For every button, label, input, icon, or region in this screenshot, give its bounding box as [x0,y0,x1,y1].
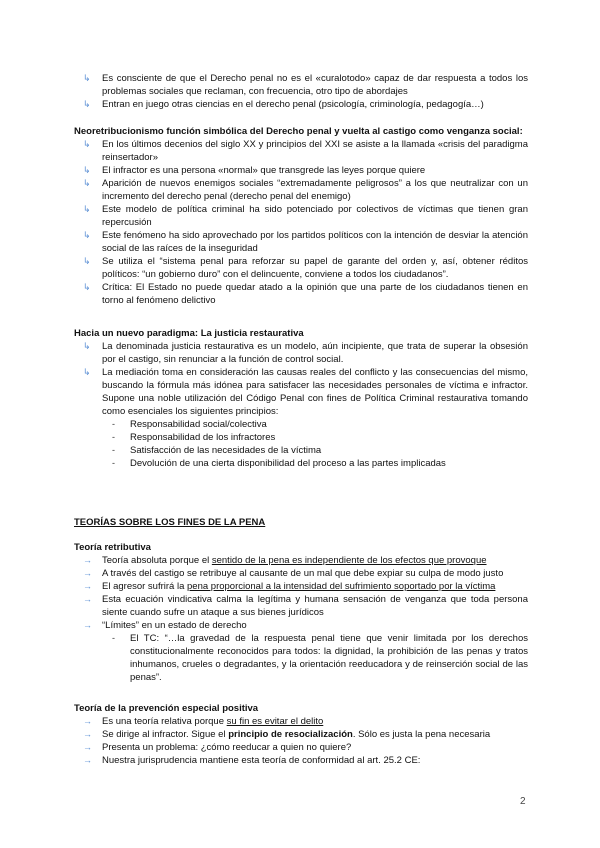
principle-item: - Satisfacción de las necesidades de la víctima [112,445,322,456]
list-item: ↳ Es consciente de que el Derecho penal no es el «curalotodo» capaz de dar respuesta a todos los problemas sociales que reclaman, con frecuencia, otro tipo de abordajes [83,73,528,97]
sub-arrow-icon: ↳ [83,165,91,175]
retributive-section [74,541,528,684]
sub-arrow-icon: ↳ [83,367,91,377]
section-heading: Hacia un nuevo paradigma: La justicia restaurativa [74,328,304,339]
sub-arrow-icon: ↳ [83,73,91,83]
list-item: → Se dirige al infractor. Sigue el principio de resocialización. Sólo es justa la pena necesaria [83,729,491,740]
list-item: → Es una teoría relativa porque su fin es evitar el delito [83,716,324,727]
list-item: → Presenta un problema: ¿cómo reeducar a quien no quiere? [83,742,352,753]
arrow-icon: → [83,581,92,591]
restorative-section [74,327,528,470]
dash-icon: - [112,445,115,455]
arrow-icon: → [83,620,92,630]
quote-item: - El TC: “…la gravedad de la respuesta penal tiene que venir limitada por los derechos constitucionalmente reconocidos para todos: la dignidad, la prohibición de las penas y tratos inhumanos, crueles o degradantes, y la orientación reeducadora y de reinserción social de las penas”. [112,633,528,683]
arrow-icon: → [83,716,92,726]
arrow-icon: → [83,755,92,765]
arrow-icon: → [83,594,92,604]
list-item: ↳ Se utiliza el “sistema penal para reforzar su papel de garante del orden y, así, obtener réditos políticos: “un gobierno duro” con el delincuente, conviene a todos los ciudadanos”. [83,256,528,280]
sub-arrow-icon: ↳ [83,139,91,149]
list-item: ↳ La mediación toma en consideración las causas reales del conflicto y las consecuencias del mismo, buscando la fórmula más idónea para satisfacer las necesidades personales de víctima e infractor. Supone una noble utilización del Código Penal con fines de Política Criminal restaurativa tomando como esenciales los siguientes principios: [83,367,528,417]
list-item: ↳ Este modelo de política criminal ha sido potenciado por colectivos de víctimas que tienen gran repercusión [83,204,528,228]
list-item: ↳ En los últimos decenios del siglo XX y principios del XXI se asiste a la llamada «crisis del paradigma reinsertador» [83,139,528,163]
page-number: 2 [520,796,526,807]
principle-item: - Devolución de una cierta disponibilidad del proceso a las partes implicadas [112,458,446,469]
sub-arrow-icon: ↳ [83,99,91,109]
section-heading: Neoretribucionismo función simbólica del Derecho penal y vuelta al castigo como venganza social: [74,126,523,137]
sub-arrow-icon: ↳ [83,230,91,240]
list-item: → “Límites” en un estado de derecho [83,620,247,631]
intro-list [74,72,528,111]
list-item: → A través del castigo se retribuye al causante de un mal que debe expiar su culpa de modo justo [83,568,504,579]
principle-item: - Responsabilidad social/colectiva [112,419,267,430]
dash-icon: - [112,458,115,468]
list-item: ↳ Este fenómeno ha sido aprovechado por los partidos políticos con la intención de desviar la atención social de las raíces de la inseguridad [83,230,528,254]
special-prevention-section [74,702,528,767]
arrow-icon: → [83,729,92,739]
arrow-icon: → [83,555,92,565]
list-item: → Teoría absoluta porque el sentido de la pena es independiente de los efectos que provoque [83,555,487,566]
principle-item: - Responsabilidad de los infractores [112,432,276,443]
page-title: TEORÍAS SOBRE LOS FINES DE LA PENA [74,517,266,528]
sub-arrow-icon: ↳ [83,282,91,292]
list-item: → El agresor sufrirá la pena proporcional a la intensidad del sufrimiento soportado por la víctima [83,581,496,592]
list-item: → Nuestra jurisprudencia mantiene esta teoría de conformidad al art. 25.2 CE: [83,755,421,766]
sub-arrow-icon: ↳ [83,178,91,188]
arrow-icon: → [83,742,92,752]
sub-arrow-icon: ↳ [83,204,91,214]
neoretribucionismo-section [74,125,528,307]
list-item: ↳ Aparición de nuevos enemigos sociales “extremadamente peligrosos” a los que neutralizar con un incremento del derecho penal (derecho penal del enemigo) [83,178,528,202]
list-item: ↳ La denominada justicia restaurativa es un modelo, aún incipiente, que trata de superar la obsesión por el castigo, sin renunciar a la función de control social. [83,341,528,365]
list-item: → Esta ecuación vindicativa calma la legítima y humana sensación de venganza que toda persona siente cuando sufre un ataque a sus bienes jurídicos [83,594,528,618]
section-heading: Teoría retributiva [74,542,151,553]
sub-arrow-icon: ↳ [83,341,91,351]
sub-arrow-icon: ↳ [83,256,91,266]
dash-icon: - [112,419,115,429]
arrow-icon: → [83,568,92,578]
section-heading: Teoría de la prevención especial positiva [74,703,259,714]
list-item: ↳ El infractor es una persona «normal» que transgrede las leyes porque quiere [83,165,426,176]
dash-icon: - [112,633,115,643]
list-item: ↳ Entran en juego otras ciencias en el derecho penal (psicología, criminología, pedagogía…) [83,99,484,110]
list-item: ↳ Crítica: El Estado no puede quedar atado a la opinión que una parte de los ciudadanos tienen en torno al fenómeno delictivo [83,282,528,306]
dash-icon: - [112,432,115,442]
